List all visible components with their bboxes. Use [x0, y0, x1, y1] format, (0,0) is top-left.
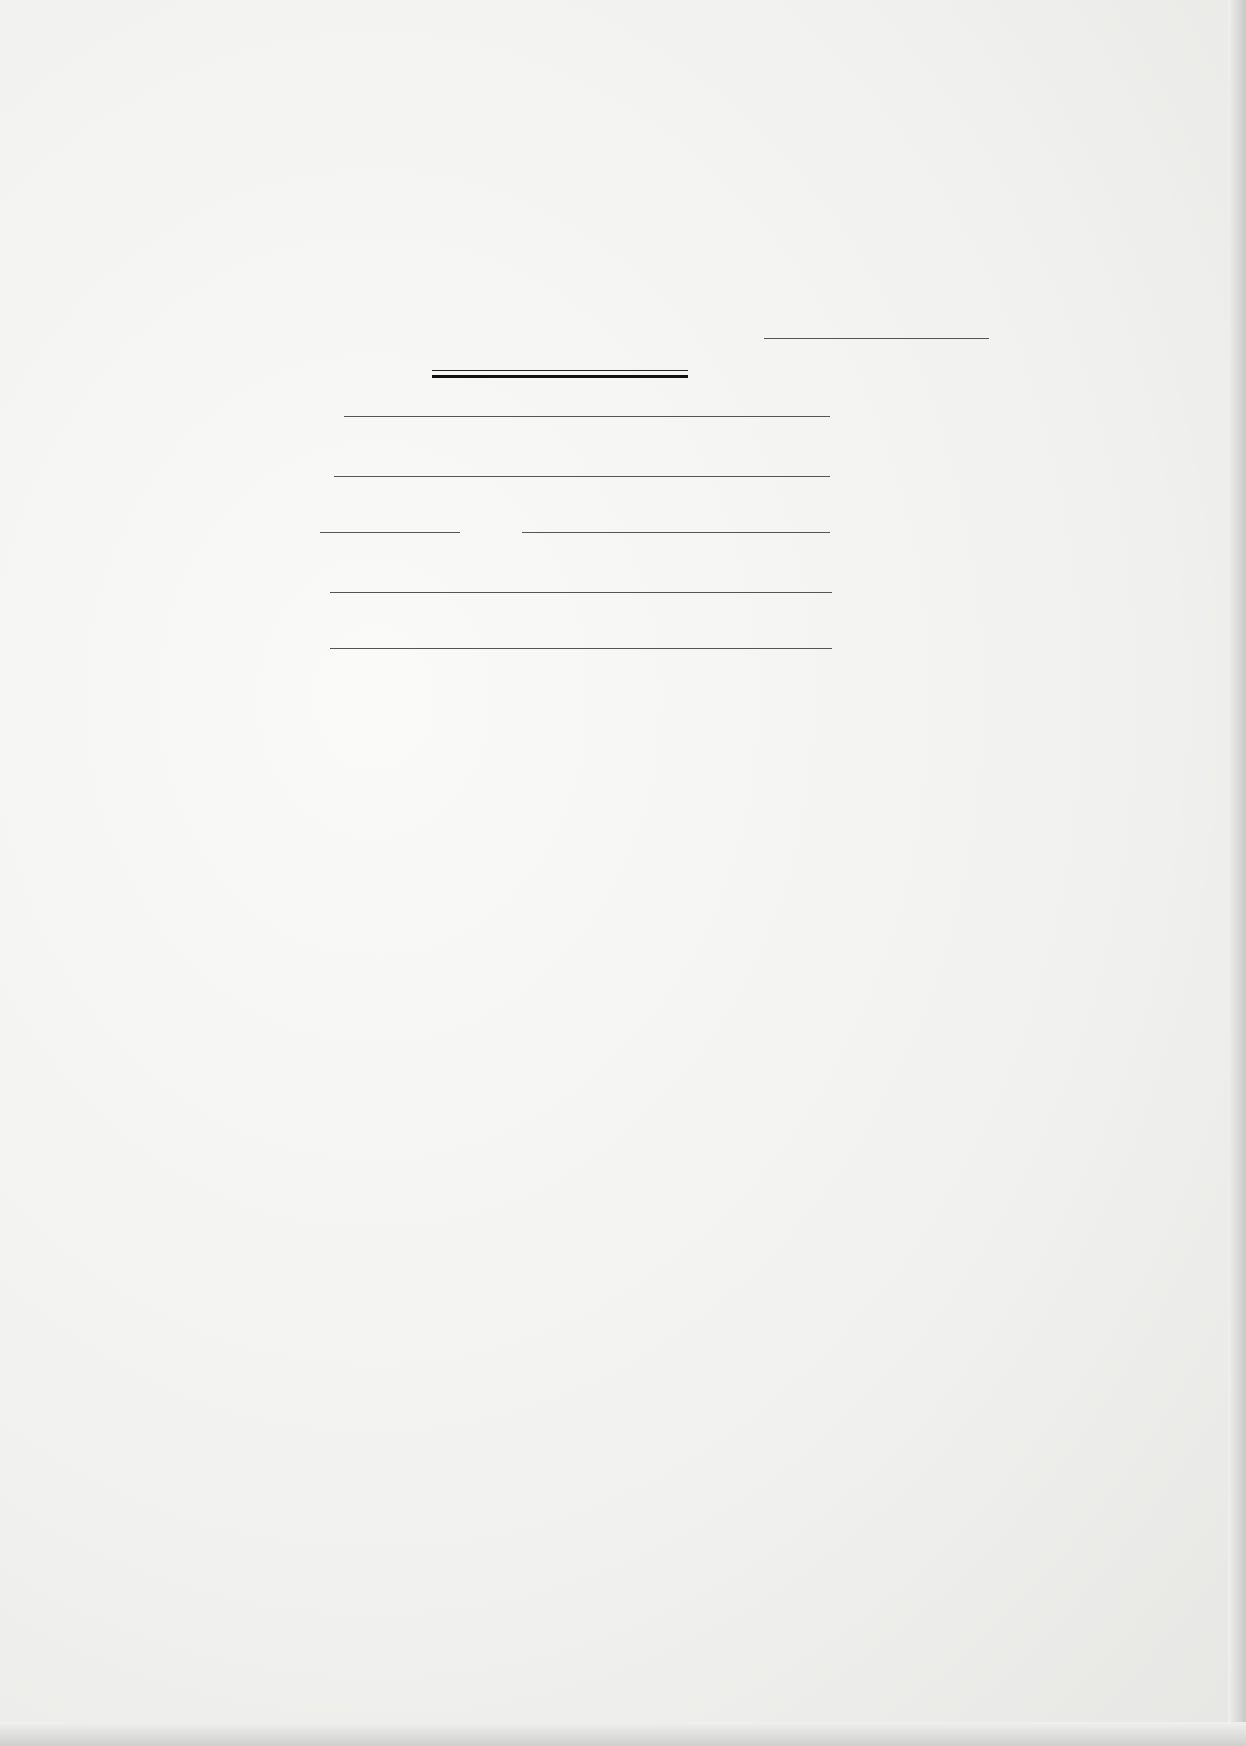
field-line-age-rest	[522, 532, 830, 533]
field-line-fathers-name	[334, 476, 830, 477]
date-underline	[764, 338, 989, 339]
field-line-height	[330, 648, 832, 649]
field-line-name	[344, 416, 830, 417]
page-edge-right	[1228, 0, 1246, 1746]
page-edge-bottom	[0, 1722, 1246, 1746]
field-line-age	[320, 532, 460, 533]
field-line-caste	[330, 592, 832, 593]
divider-1	[432, 370, 688, 378]
